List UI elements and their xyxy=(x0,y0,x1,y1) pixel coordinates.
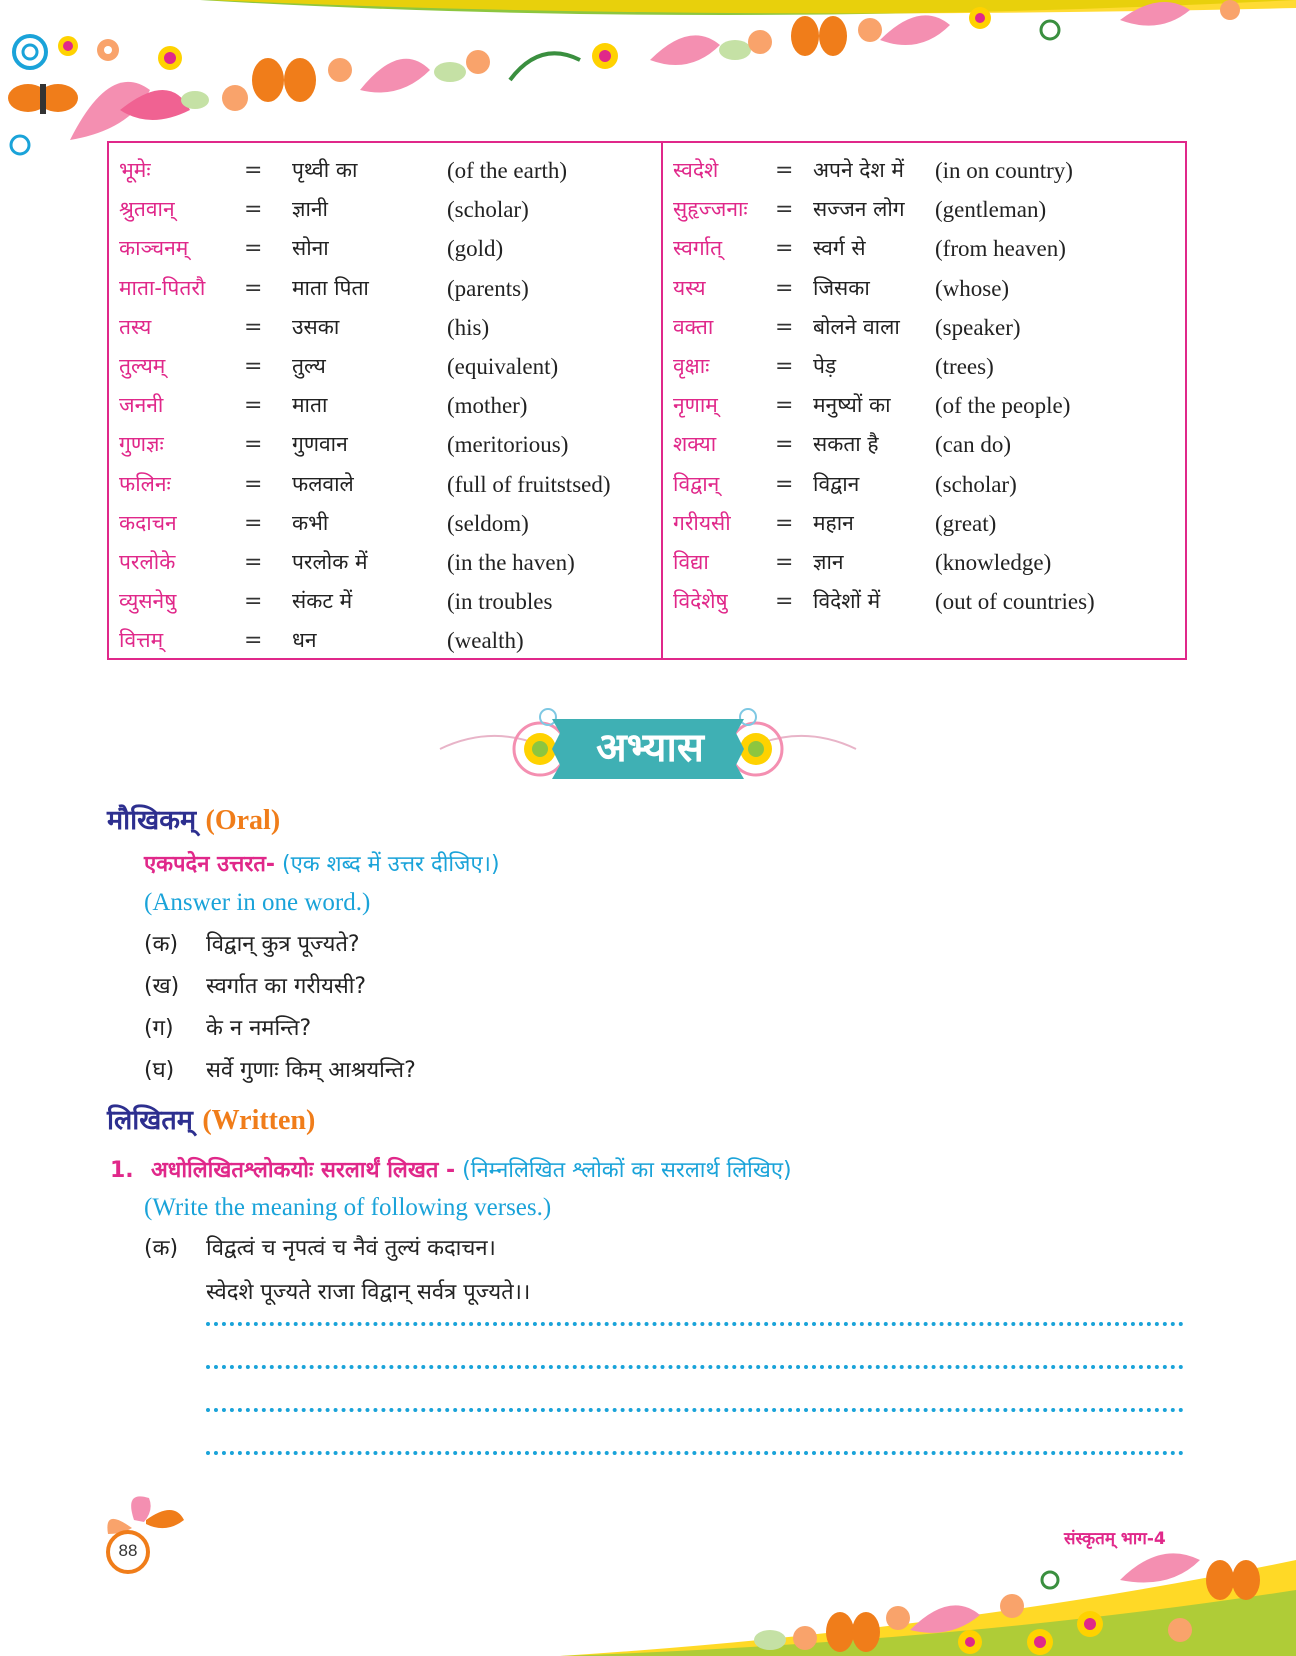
glossary-english-meaning: (in troubles xyxy=(447,589,553,615)
oral-question xyxy=(144,928,416,970)
petal-icon xyxy=(70,82,190,140)
glossary-equals: = xyxy=(244,275,263,301)
glossary-hindi-meaning: बोलने वाला xyxy=(813,314,900,339)
glossary-hindi-meaning: ज्ञानी xyxy=(292,197,328,222)
flower-icon xyxy=(158,46,182,70)
flower-icon xyxy=(748,30,772,54)
glossary-english-meaning: (knowledge) xyxy=(935,549,1052,575)
flower-icon xyxy=(958,1630,982,1654)
answer-line[interactable] xyxy=(206,1365,1184,1369)
exercise-badge-label: अभ्यास xyxy=(596,725,704,771)
glossary-equals: = xyxy=(775,314,794,340)
oral-instruction-hindi: (एक शब्द में उत्तर दीजिए।) xyxy=(282,852,500,877)
oral-title-hindi: मौखिकम् xyxy=(107,805,197,836)
glossary-equals: = xyxy=(244,314,263,340)
flower-icon xyxy=(886,1606,910,1630)
flower-icon xyxy=(1168,1618,1192,1642)
written-instruction-english: (Write the meaning of following verses.) xyxy=(144,1194,552,1221)
verse-line-2-text: स्वेदशे पूज्यते राजा विद्वान् सर्वत्र पूज्यते।। xyxy=(206,1280,531,1305)
flower-icon xyxy=(969,7,991,29)
glossary-english-meaning: (speaker) xyxy=(935,314,1021,340)
glossary-hindi-meaning: पृथ्वी का xyxy=(292,158,358,182)
glossary-equals: = xyxy=(775,549,794,575)
verse-label: (क) xyxy=(144,1236,179,1261)
oral-instruction-english: (Answer in one word.) xyxy=(144,889,371,916)
glossary-english-meaning: (gold) xyxy=(447,236,504,262)
glossary-word: भूमेः xyxy=(119,158,151,182)
glossary-word: स्वर्गात् xyxy=(673,236,723,261)
glossary-word: नृणाम् xyxy=(673,393,718,418)
petal-icon xyxy=(360,59,430,93)
question-text: स्वर्गात का गरीयसी? xyxy=(206,974,367,999)
glossary-equals: = xyxy=(244,471,263,497)
glossary-english-meaning: (great) xyxy=(935,510,997,536)
spiral-icon xyxy=(14,36,46,68)
oral-title-english: (Oral) xyxy=(205,805,281,836)
glossary-english-meaning: (wealth) xyxy=(447,628,524,654)
answer-line[interactable] xyxy=(206,1408,1184,1412)
question-text: सर्वे गुणाः किम् आश्रयन्ति? xyxy=(206,1058,416,1083)
glossary-hindi-meaning: तुल्य xyxy=(292,353,326,378)
written-instruction-hindi: (निम्नलिखित श्लोकों का सरलार्थ लिखिए) xyxy=(462,1158,792,1183)
glossary-equals: = xyxy=(244,393,263,419)
glossary-word: व्युसनेषु xyxy=(119,589,177,614)
glossary-equals: = xyxy=(775,432,794,458)
glossary-english-meaning: (scholar) xyxy=(447,197,529,223)
glossary-word: विद्वान् xyxy=(673,471,720,496)
glossary-english-meaning: (seldom) xyxy=(447,510,529,536)
glossary-equals: = xyxy=(775,158,794,183)
glossary-english-meaning: (scholar) xyxy=(935,471,1017,497)
flower-icon xyxy=(222,85,248,111)
glossary-english-meaning: (meritorious) xyxy=(447,432,569,458)
glossary-word: तुल्यम् xyxy=(119,353,166,378)
glossary-english-meaning: (whose) xyxy=(935,275,1010,301)
glossary-word: वित्तम् xyxy=(119,628,164,653)
glossary-word: वक्ता xyxy=(673,314,714,339)
glossary-word: विद्या xyxy=(673,549,709,574)
glossary-divider xyxy=(661,143,663,658)
written-title-english: (Written) xyxy=(202,1105,316,1136)
glossary-english-meaning: (full of fruitstsed) xyxy=(447,471,611,497)
glossary-hindi-meaning: फलवाले xyxy=(292,471,354,496)
question-label: (घ) xyxy=(144,1058,175,1083)
glossary-word: कदाचन xyxy=(119,510,177,535)
glossary-english-meaning: (parents) xyxy=(447,275,529,301)
flower-icon xyxy=(793,1626,817,1650)
question-label: (ख) xyxy=(144,974,180,999)
oral-instruction-sanskrit: एकपदेन उत्तरत- xyxy=(144,852,276,877)
flower-icon xyxy=(1220,0,1240,20)
glossary-hindi-meaning: कभी xyxy=(292,510,329,535)
glossary-word: काञ्चनम् xyxy=(119,236,189,261)
glossary-hindi-meaning: सोना xyxy=(292,236,329,261)
flower-icon xyxy=(58,36,78,56)
flower-icon xyxy=(1000,1594,1024,1618)
glossary-word: स्वदेशे xyxy=(673,158,719,182)
glossary-equals: = xyxy=(775,275,794,301)
flower-icon xyxy=(1077,1611,1103,1637)
leaf-icon xyxy=(434,62,466,82)
leaf-icon xyxy=(754,1630,786,1650)
glossary-english-meaning: (in on country) xyxy=(935,158,1073,183)
header-decoration xyxy=(0,0,1296,160)
glossary-equals: = xyxy=(244,510,263,536)
written-title-hindi: लिखितम् xyxy=(107,1105,193,1136)
glossary-hindi-meaning: गुणवान xyxy=(292,432,348,457)
exercise-badge xyxy=(430,705,866,793)
book-title: संस्कृतम् भाग-4 xyxy=(1064,1529,1166,1549)
glossary-equals: = xyxy=(775,197,794,223)
glossary-hindi-meaning: संकट में xyxy=(292,589,353,614)
glossary-hindi-meaning: अपने देश में xyxy=(813,158,904,182)
flower-icon xyxy=(328,58,352,82)
flower-icon xyxy=(466,50,490,74)
glossary-english-meaning: (gentleman) xyxy=(935,197,1047,223)
spiral-icon xyxy=(11,136,29,154)
glossary-english-meaning: (in the haven) xyxy=(447,549,575,575)
glossary-hindi-meaning: महान xyxy=(813,510,854,535)
glossary-english-meaning: (equivalent) xyxy=(447,353,559,379)
glossary-equals: = xyxy=(244,549,263,575)
spiral-icon xyxy=(1041,21,1059,39)
glossary-word: वृक्षाः xyxy=(673,353,710,378)
glossary-equals: = xyxy=(244,158,263,183)
glossary-equals: = xyxy=(244,197,263,223)
glossary-word: तस्य xyxy=(119,314,152,339)
glossary-equals: = xyxy=(775,393,794,419)
verse-line-1-text: विद्वत्वं च नृपत्वं च नैवं तुल्यं कदाचन। xyxy=(206,1236,496,1261)
question-label: (क) xyxy=(144,932,179,957)
glossary-hindi-meaning: सकता है xyxy=(813,432,879,457)
glossary-english-meaning: (can do) xyxy=(935,432,1011,458)
glossary-equals: = xyxy=(775,353,794,379)
glossary-equals: = xyxy=(244,628,263,654)
glossary-hindi-meaning: पेड़ xyxy=(813,353,837,378)
glossary-word: माता-पितरौ xyxy=(119,275,206,300)
glossary-hindi-meaning: माता पिता xyxy=(292,275,369,300)
oral-question-list xyxy=(144,928,416,1096)
glossary-hindi-meaning: ज्ञान xyxy=(813,549,844,574)
glossary-english-meaning: (his) xyxy=(447,314,490,340)
glossary-english-meaning: (trees) xyxy=(935,353,994,379)
written-instruction xyxy=(110,1154,792,1184)
swirl-icon xyxy=(510,53,580,80)
oral-question xyxy=(144,970,416,1012)
petal-icon xyxy=(650,35,720,65)
glossary-word: जननी xyxy=(119,393,164,418)
glossary-equals: = xyxy=(775,236,794,262)
oral-question xyxy=(144,1054,416,1096)
flower-icon xyxy=(592,43,618,69)
answer-line[interactable] xyxy=(206,1451,1184,1455)
written-instruction-sanskrit: अधोलिखितश्लोकयोः सरलार्थं लिखत - xyxy=(151,1158,456,1183)
glossary-hindi-meaning: विद्वान xyxy=(813,471,860,496)
glossary-english-meaning: (from heaven) xyxy=(935,236,1066,262)
leaf-icon xyxy=(181,91,209,109)
glossary-equals: = xyxy=(775,471,794,497)
glossary-hindi-meaning: उसका xyxy=(292,314,340,339)
glossary-hindi-meaning: मनुष्यों का xyxy=(813,393,891,418)
oral-instruction xyxy=(144,848,500,878)
glossary-word: शक्या xyxy=(673,432,717,457)
page-number-flower-icon xyxy=(104,1490,194,1576)
question-text: के न नमन्ति? xyxy=(206,1016,312,1041)
flower-icon xyxy=(97,39,119,61)
glossary-english-meaning: (of the earth) xyxy=(447,158,568,183)
glossary-hindi-meaning: सज्जन लोग xyxy=(813,197,905,222)
glossary-word: विदेशेषु xyxy=(673,589,728,614)
question-label: (ग) xyxy=(144,1016,174,1041)
glossary-word: यस्य xyxy=(673,275,706,300)
written-question-number: 1. xyxy=(110,1158,134,1183)
leaf-icon xyxy=(719,40,751,60)
glossary-equals: = xyxy=(244,432,263,458)
verse-line-1 xyxy=(144,1232,530,1276)
flower-icon xyxy=(1027,1629,1053,1655)
butterfly-icon xyxy=(8,84,78,114)
glossary-equals: = xyxy=(244,353,263,379)
glossary-word: गरीयसी xyxy=(673,510,731,535)
petal-icon xyxy=(1120,1553,1200,1582)
butterfly-icon xyxy=(252,58,316,102)
glossary-equals: = xyxy=(775,510,794,536)
glossary-hindi-meaning: धन xyxy=(292,628,317,653)
glossary-hindi-meaning: परलोक में xyxy=(292,549,368,574)
page-number: 88 xyxy=(118,1541,138,1560)
butterfly-icon xyxy=(791,16,847,56)
glossary-english-meaning: (of the people) xyxy=(935,393,1071,419)
oral-question xyxy=(144,1012,416,1054)
glossary-word: गुणज्ञः xyxy=(119,432,164,457)
glossary-word: परलोके xyxy=(119,549,176,574)
glossary-hindi-meaning: स्वर्ग से xyxy=(813,236,866,261)
glossary-equals: = xyxy=(244,589,263,615)
verse-block xyxy=(144,1232,530,1320)
footer-decoration xyxy=(560,1520,1296,1656)
glossary-word: सुहृज्जनाः xyxy=(673,197,748,222)
glossary-hindi-meaning: जिसका xyxy=(813,275,870,300)
glossary-word: फलिनः xyxy=(119,471,171,496)
glossary-english-meaning: (mother) xyxy=(447,393,528,419)
written-section-title xyxy=(107,1100,315,1137)
glossary-equals: = xyxy=(244,236,263,262)
glossary-table xyxy=(107,141,1187,660)
question-text: विद्वान् कुत्र पूज्यते? xyxy=(206,932,360,957)
glossary-english-meaning: (out of countries) xyxy=(935,589,1095,615)
glossary-hindi-meaning: विदेशों में xyxy=(813,589,881,614)
flower-icon xyxy=(858,18,882,42)
petal-icon xyxy=(880,15,950,45)
glossary-word: श्रुतवान् xyxy=(119,197,175,222)
answer-line[interactable] xyxy=(206,1322,1184,1326)
spiral-icon xyxy=(1042,1572,1058,1588)
verse-line-2 xyxy=(144,1276,530,1320)
glossary-equals: = xyxy=(775,589,794,615)
glossary-hindi-meaning: माता xyxy=(292,393,328,418)
oral-section-title xyxy=(107,800,280,837)
